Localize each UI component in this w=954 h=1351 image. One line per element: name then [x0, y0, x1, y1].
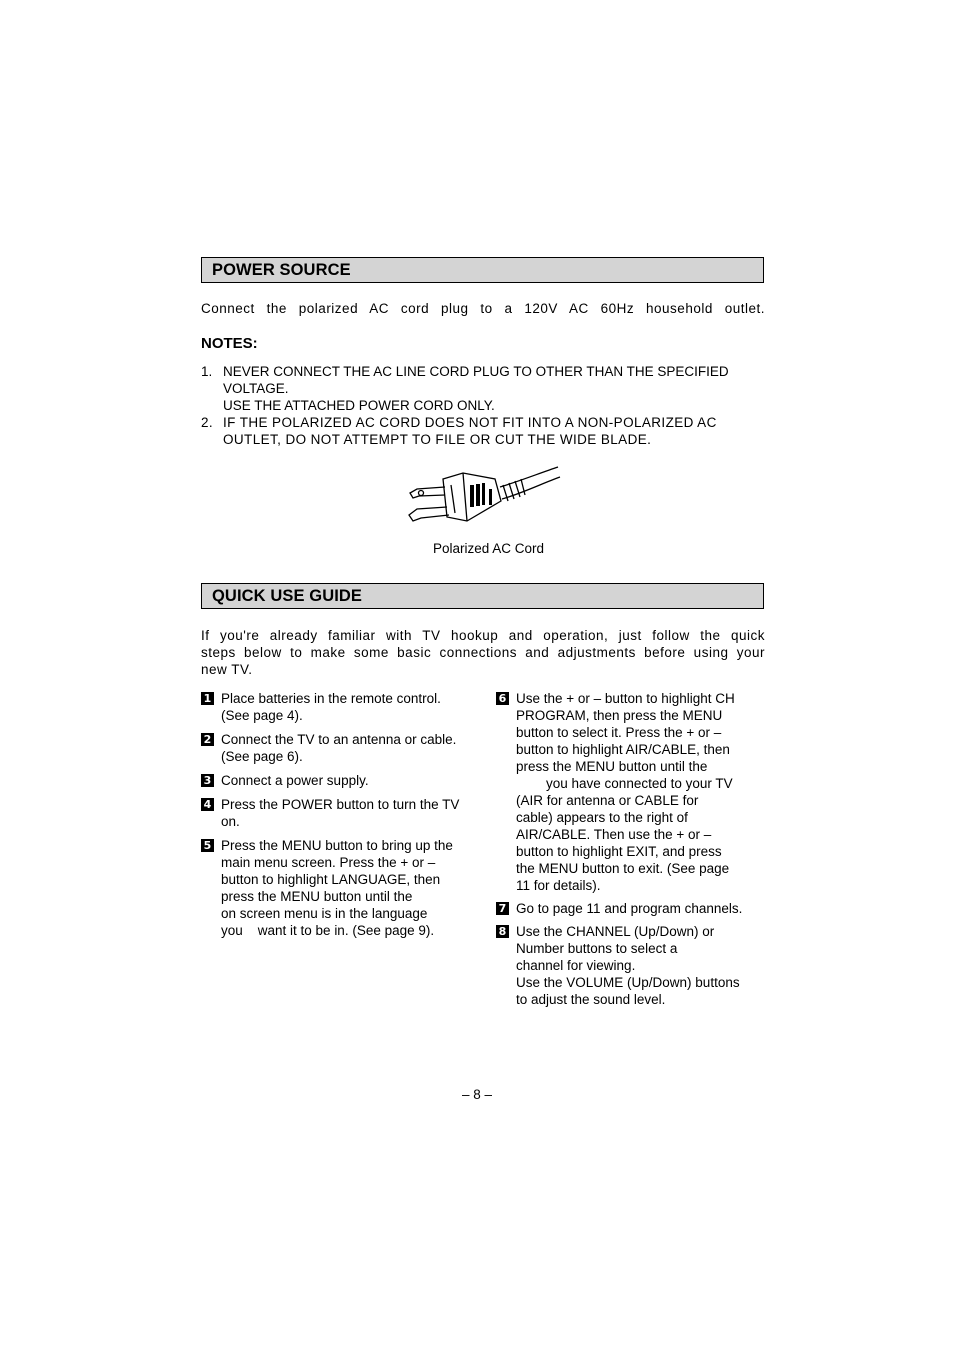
step-line: you want it to be in. (See page 9).: [221, 923, 435, 938]
step-line: Go to page 11 and program channels.: [516, 901, 743, 916]
power-source-title: POWER SOURCE: [212, 261, 351, 279]
step-number-badge: 5: [201, 839, 214, 852]
step-line: on.: [221, 814, 240, 829]
step-line: to adjust the sound level.: [516, 992, 666, 1007]
step-number-badge: 3: [201, 774, 214, 787]
step-line: main menu screen. Press the + or –: [221, 855, 436, 870]
step-line: you have connected to your TV: [516, 776, 733, 791]
step-line: (AIR for antenna or CABLE for: [516, 793, 699, 808]
note-1: [201, 363, 765, 414]
step-line: Use the CHANNEL (Up/Down) or: [516, 924, 715, 939]
note-line: OUTLET, DO NOT ATTEMPT TO FILE OR CUT THE WIDE BLADE.: [223, 432, 652, 447]
step-line: button to highlight AIR/CABLE, then: [516, 742, 730, 757]
polarized-plug-illustration: [405, 465, 561, 531]
page-number: – 8 –: [461, 1087, 493, 1102]
quick-guide-intro-line: If you're already familiar with TV hookup and operation, just follow the quick: [201, 628, 765, 643]
step-line: button to highlight EXIT, and press: [516, 844, 722, 859]
note-line: IF THE POLARIZED AC CORD DOES NOT FIT INTO A NON-POLARIZED AC: [223, 415, 717, 430]
step-number-badge: 6: [496, 692, 509, 705]
step-line: button to select it. Press the + or –: [516, 725, 722, 740]
step-line: Press the POWER button to turn the TV: [221, 797, 460, 812]
step-line: PROGRAM, then press the MENU: [516, 708, 723, 723]
step-line: press the MENU button until the: [516, 759, 708, 774]
step-line: (See page 4).: [221, 708, 303, 723]
note-line: NEVER CONNECT THE AC LINE CORD PLUG TO OTHER THAN THE SPECIFIED: [223, 364, 729, 379]
step-number-badge: 4: [201, 798, 214, 811]
note-line: USE THE ATTACHED POWER CORD ONLY.: [223, 398, 495, 413]
power-source-header: [201, 257, 764, 283]
step-line: Use the + or – button to highlight CH: [516, 691, 735, 706]
note-line: VOLTAGE.: [223, 381, 289, 396]
step-line: button to highlight LANGUAGE, then: [221, 872, 441, 887]
step-line: Use the VOLUME (Up/Down) buttons: [516, 975, 740, 990]
step-number-badge: 1: [201, 692, 214, 705]
step-line: on screen menu is in the language: [221, 906, 428, 921]
note-2: [201, 414, 765, 448]
quick-guide-intro-line: steps below to make some basic connections and adjustments before using your: [201, 645, 765, 660]
notes-title: NOTES:: [201, 335, 258, 352]
step-line: Connect a power supply.: [221, 773, 369, 788]
step-line: AIR/CABLE. Then use the + or –: [516, 827, 712, 842]
step-line: press the MENU button until the: [221, 889, 413, 904]
figure-caption: Polarized AC Cord: [433, 541, 545, 556]
power-source-intro: Connect the polarized AC cord plug to a 120V AC 60Hz household outlet.: [201, 301, 765, 316]
quick-use-guide-title: QUICK USE GUIDE: [212, 587, 363, 605]
step-number-badge: 8: [496, 925, 509, 938]
note-number: 2.: [201, 415, 214, 430]
note-number: 1.: [201, 364, 213, 379]
step-line: Connect the TV to an antenna or cable.: [221, 732, 457, 747]
step-number-badge: 2: [201, 733, 214, 746]
step-line: cable) appears to the right of: [516, 810, 688, 825]
step-number-badge: 7: [496, 902, 509, 915]
quick-use-guide-header: [201, 583, 764, 609]
quick-guide-intro-line: new TV.: [201, 662, 253, 677]
step-line: channel for viewing.: [516, 958, 636, 973]
step-line: the MENU button to exit. (See page: [516, 861, 730, 876]
step-line: Place batteries in the remote control.: [221, 691, 441, 706]
step-line: 11 for details).: [516, 878, 601, 893]
step-line: Number buttons to select a: [516, 941, 678, 956]
step-line: (See page 6).: [221, 749, 303, 764]
step-line: Press the MENU button to bring up the: [221, 838, 453, 853]
